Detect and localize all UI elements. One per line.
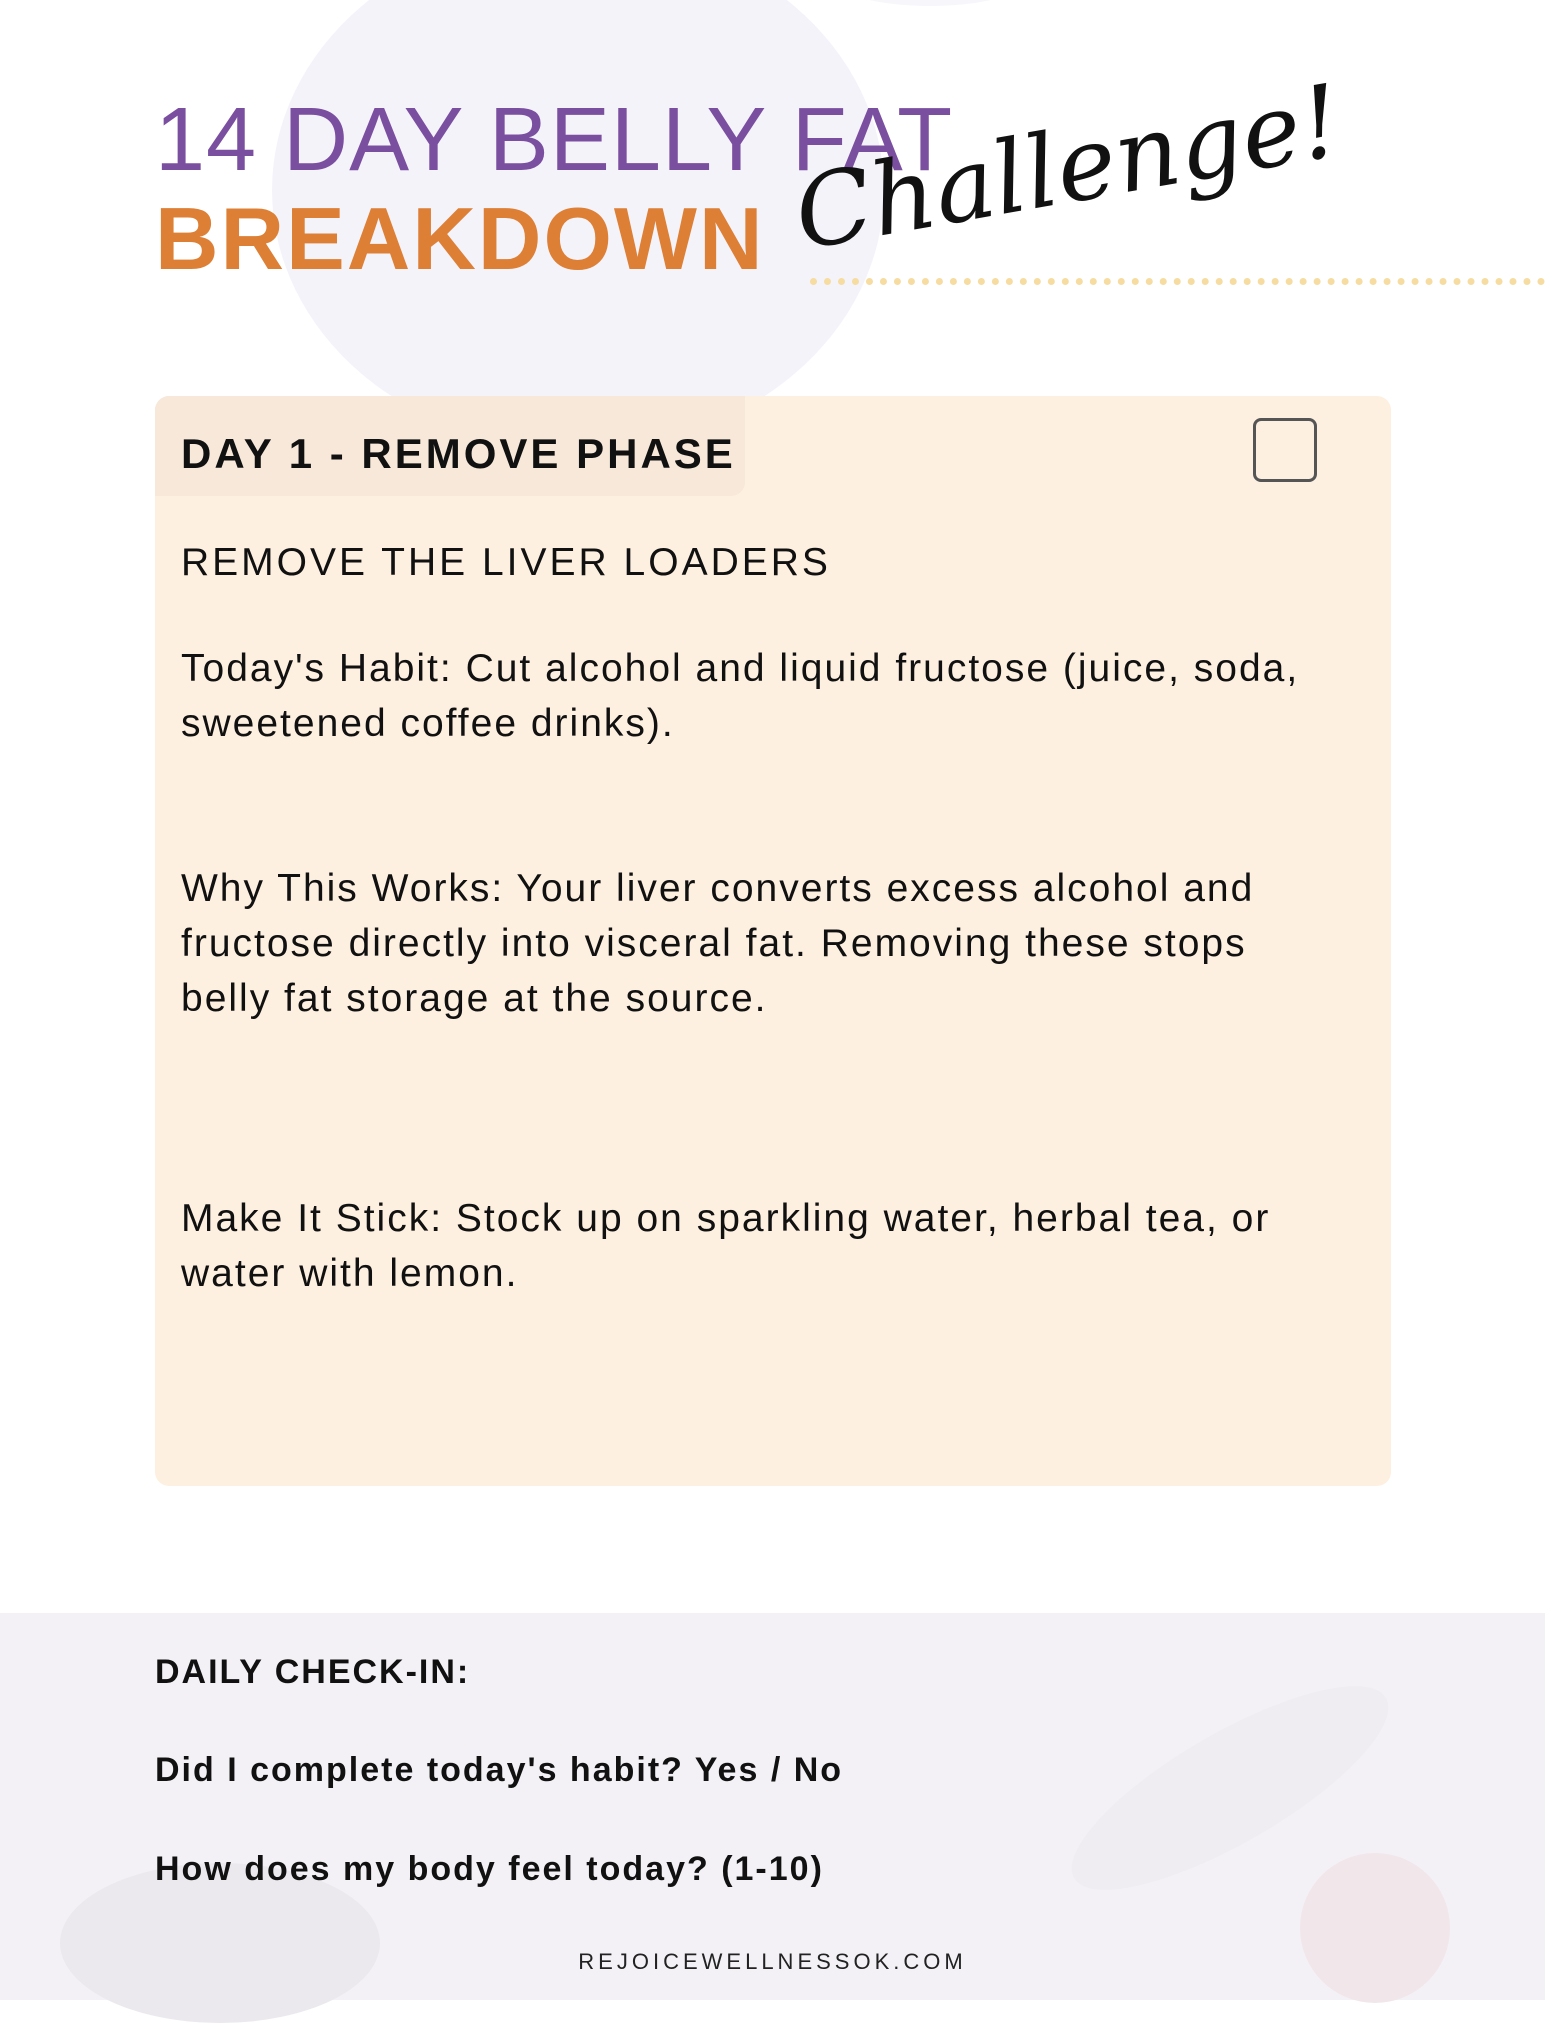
title-script: Challenge!	[786, 61, 1350, 273]
habit-text: Today's Habit: Cut alcohol and liquid fructose (juice, soda, sweetened coffee drinks).	[181, 647, 1300, 745]
background-arc	[840, 0, 1020, 6]
completion-checkbox[interactable]	[1253, 418, 1317, 482]
checkin-question-feel: How does my body feel today? (1-10)	[155, 1850, 824, 1888]
title-line-1: 14 DAY BELLY FAT	[155, 90, 954, 190]
checkin-question-habit: Did I complete today's habit? Yes / No	[155, 1751, 844, 1789]
footer-url: REJOICEWELLNESSOK.COM	[578, 1949, 967, 1974]
checkin-heading: DAILY CHECK-IN:	[155, 1653, 471, 1691]
background-food-image	[1300, 1853, 1450, 2003]
page-header	[155, 61, 1405, 325]
title-line-2: BREAKDOWN	[155, 189, 765, 288]
card-subtitle: REMOVE THE LIVER LOADERS	[181, 541, 831, 584]
day-card	[155, 396, 1391, 1486]
stick-text: Make It Stick: Stock up on sparkling water, herbal tea, or water with lemon.	[181, 1197, 1271, 1295]
daily-checkin-section	[0, 1613, 1545, 2000]
card-title: DAY 1 - REMOVE PHASE	[181, 430, 736, 477]
why-text: Why This Works: Your liver converts excess alcohol and fructose directly into visceral fat. Removing these stops belly fat storage at the source.	[181, 867, 1255, 1020]
